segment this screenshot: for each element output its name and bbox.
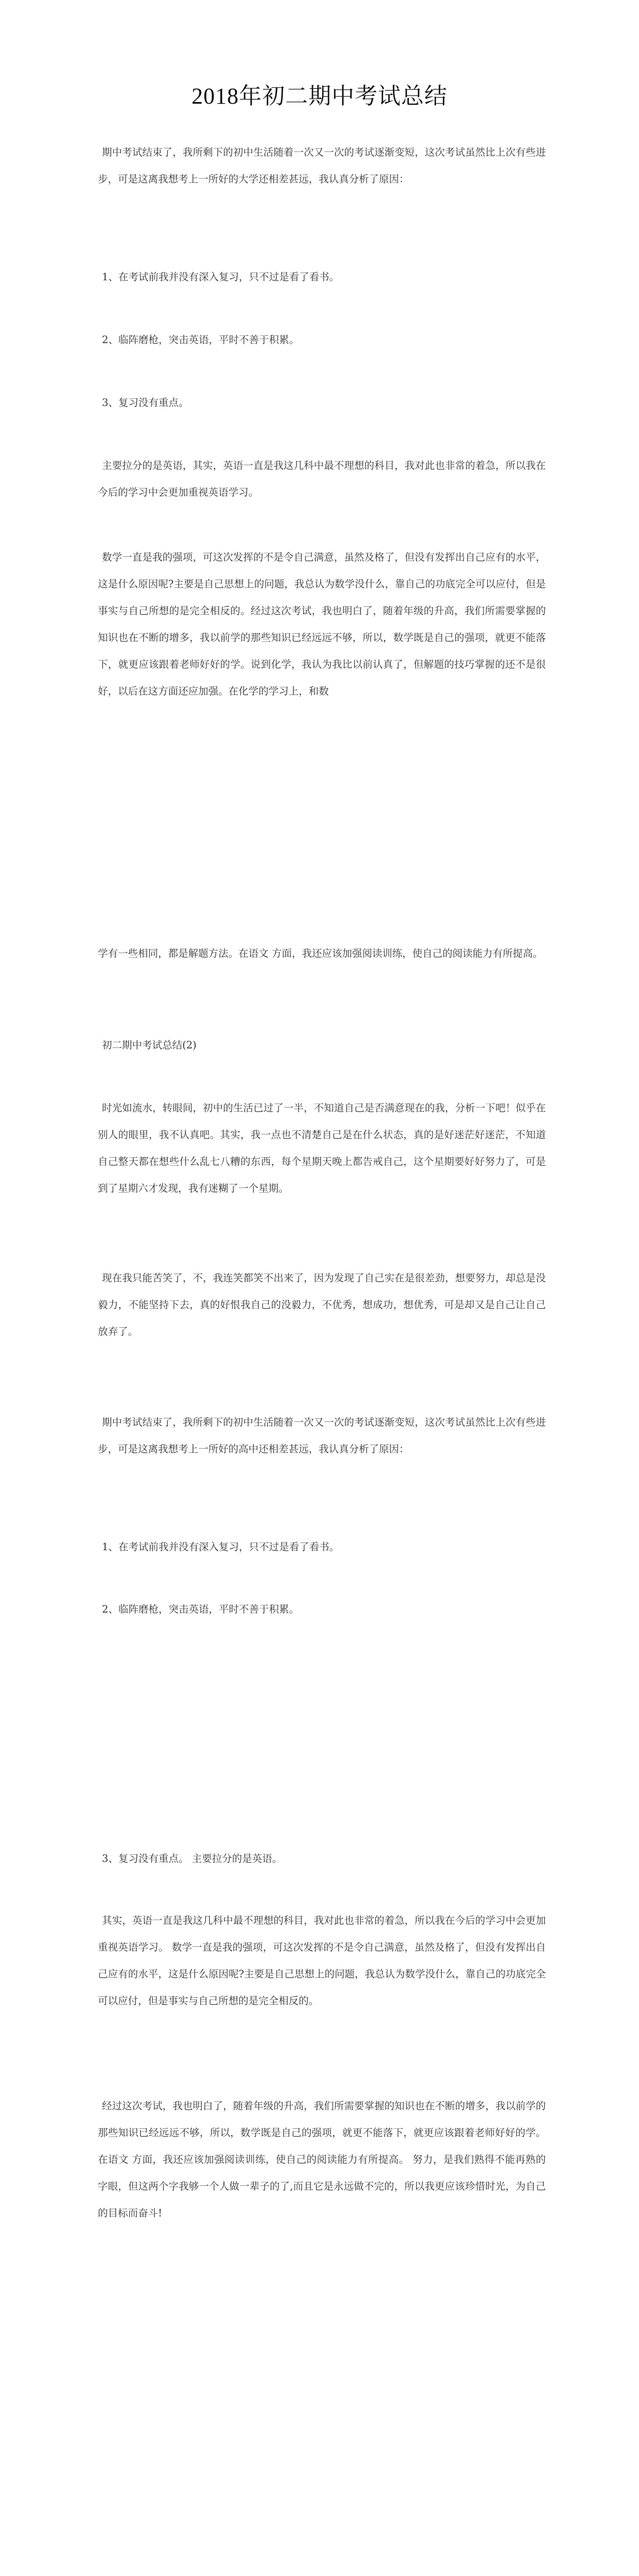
paragraph-reflection: 现在我只能苦笑了，不，我连笑都笑不出来了，因为发现了自己实在是很差劲，想要努力，却总是没毅力，不能坚持下去，真的好恨我自己的没毅力，不优秀，想成功，想优秀，可是却又是自己让自己放弃了。: [98, 1272, 546, 1337]
section-subtitle: 初二期中考试总结(2): [102, 1039, 197, 1051]
list-item-3: 3、复习没有重点。: [102, 397, 189, 409]
paragraph-math: 数学一直是我的强项，可这次发挥的不是令自己满意，虽然及格了，但没有发挥出自己应有的水平，这是什么原因呢?主要是自己思想上的问题，我总认为数学没什么，靠自己的功底完全可以应付，但是事实与自己所想的是完全相反的。经过这次考试，我也明白了，随着年级的升高，我们所需要掌握的知识也在不断的增多，我以前学的那些知识已经远远不够，所以，数学既是自己的强项，就更不能落下，就更应该跟着老师好好的学。说到化学，我认为我比以前认真了，但解题的技巧掌握的还不是很好，以后在这方面还应加强。在化学的学习上，和数: [98, 551, 546, 697]
paragraph-time: 时光如流水，转眼间，初中的生活已过了一半，不知道自己是否满意现在的我，分析一下吧！似乎在别人的眼里，我不认真吧。其实，我一点也不清楚自己是在什么状态，真的是好迷茫好迷茫，不知道自己整天都在想些什么乱七八糟的东西，每个星期天晚上都告戒自己，这个星期要好好努力了，可是到了星期六才发现，我有迷糊了一个星期。: [98, 1102, 546, 1194]
paragraph-intro: 期中考试结束了，我所剩下的初中生活随着一次又一次的考试逐渐变短，这次考试虽然比上次有些进步，可是这离我想考上一所好的大学还相差甚远，我认真分析了原因：: [98, 146, 546, 185]
paragraph-conclusion: 经过这次考试，我也明白了，随着年级的升高，我们所需要掌握的知识也在不断的增多，我以前学的那些知识已经远远不够，所以，数学既是自己的强项，就更不能落下，就更应该跟着老师好好的学。在语文 方面，我还应该加强阅读训练，使自己的阅读能力有所提高。 努力，是我们熟得不能再熟的字眼，但这两个字我够一个人做一辈子的了,而且它是永远做不完的，所以我更应该珍惜时光，为自己的目标而奋斗!: [98, 2100, 546, 2219]
list-item-2: 2、临阵磨枪，突击英语，平时不善于积累。: [102, 334, 299, 346]
paragraph-english: 主要拉分的是英语，其实，英语一直是我这几科中最不理想的科目，我对此也非常的着急，所以我在今后的学习中会更加重视英语学习。: [98, 460, 546, 498]
list-item-5: 2、临阵磨枪，突击英语，平时不善于积累。: [102, 1603, 299, 1615]
list-item-6: 3、复习没有重点。 主要拉分的是英语。: [102, 1853, 283, 1865]
list-item-4: 1、在考试前我并没有深入复习，只不过是看了看书。: [102, 1541, 339, 1553]
paragraph-continued: 学有一些相同，都是解题方法。在语文 方面，我还应该加强阅读训练，使自己的阅读能力有所提高。: [98, 947, 543, 959]
document-title: 2018年初二期中考试总结: [192, 83, 447, 109]
list-item-1: 1、在考试前我并没有深入复习，只不过是看了看书。: [102, 271, 339, 283]
paragraph-english-2: 其实，英语一直是我这几科中最不理想的科目，我对此也非常的着急，所以我在今后的学习中会更加重视英语学习。 数学一直是我的强项，可这次发挥的不是令自己满意，虽然及格了，但没有发挥出自己应有的水平，这是什么原因呢?主要是自己思想上的问题，我总认为数学没什么，靠自己的功底完全可以应付，但是事实与自己所想的是完全相反的。: [98, 1914, 546, 2007]
paragraph-intro-2: 期中考试结束了，我所剩下的初中生活随着一次又一次的考试逐渐变短，这次考试虽然比上次有些进步，可是这离我想考上一所好的高中还相差甚远，我认真分析了原因：: [98, 1416, 546, 1455]
